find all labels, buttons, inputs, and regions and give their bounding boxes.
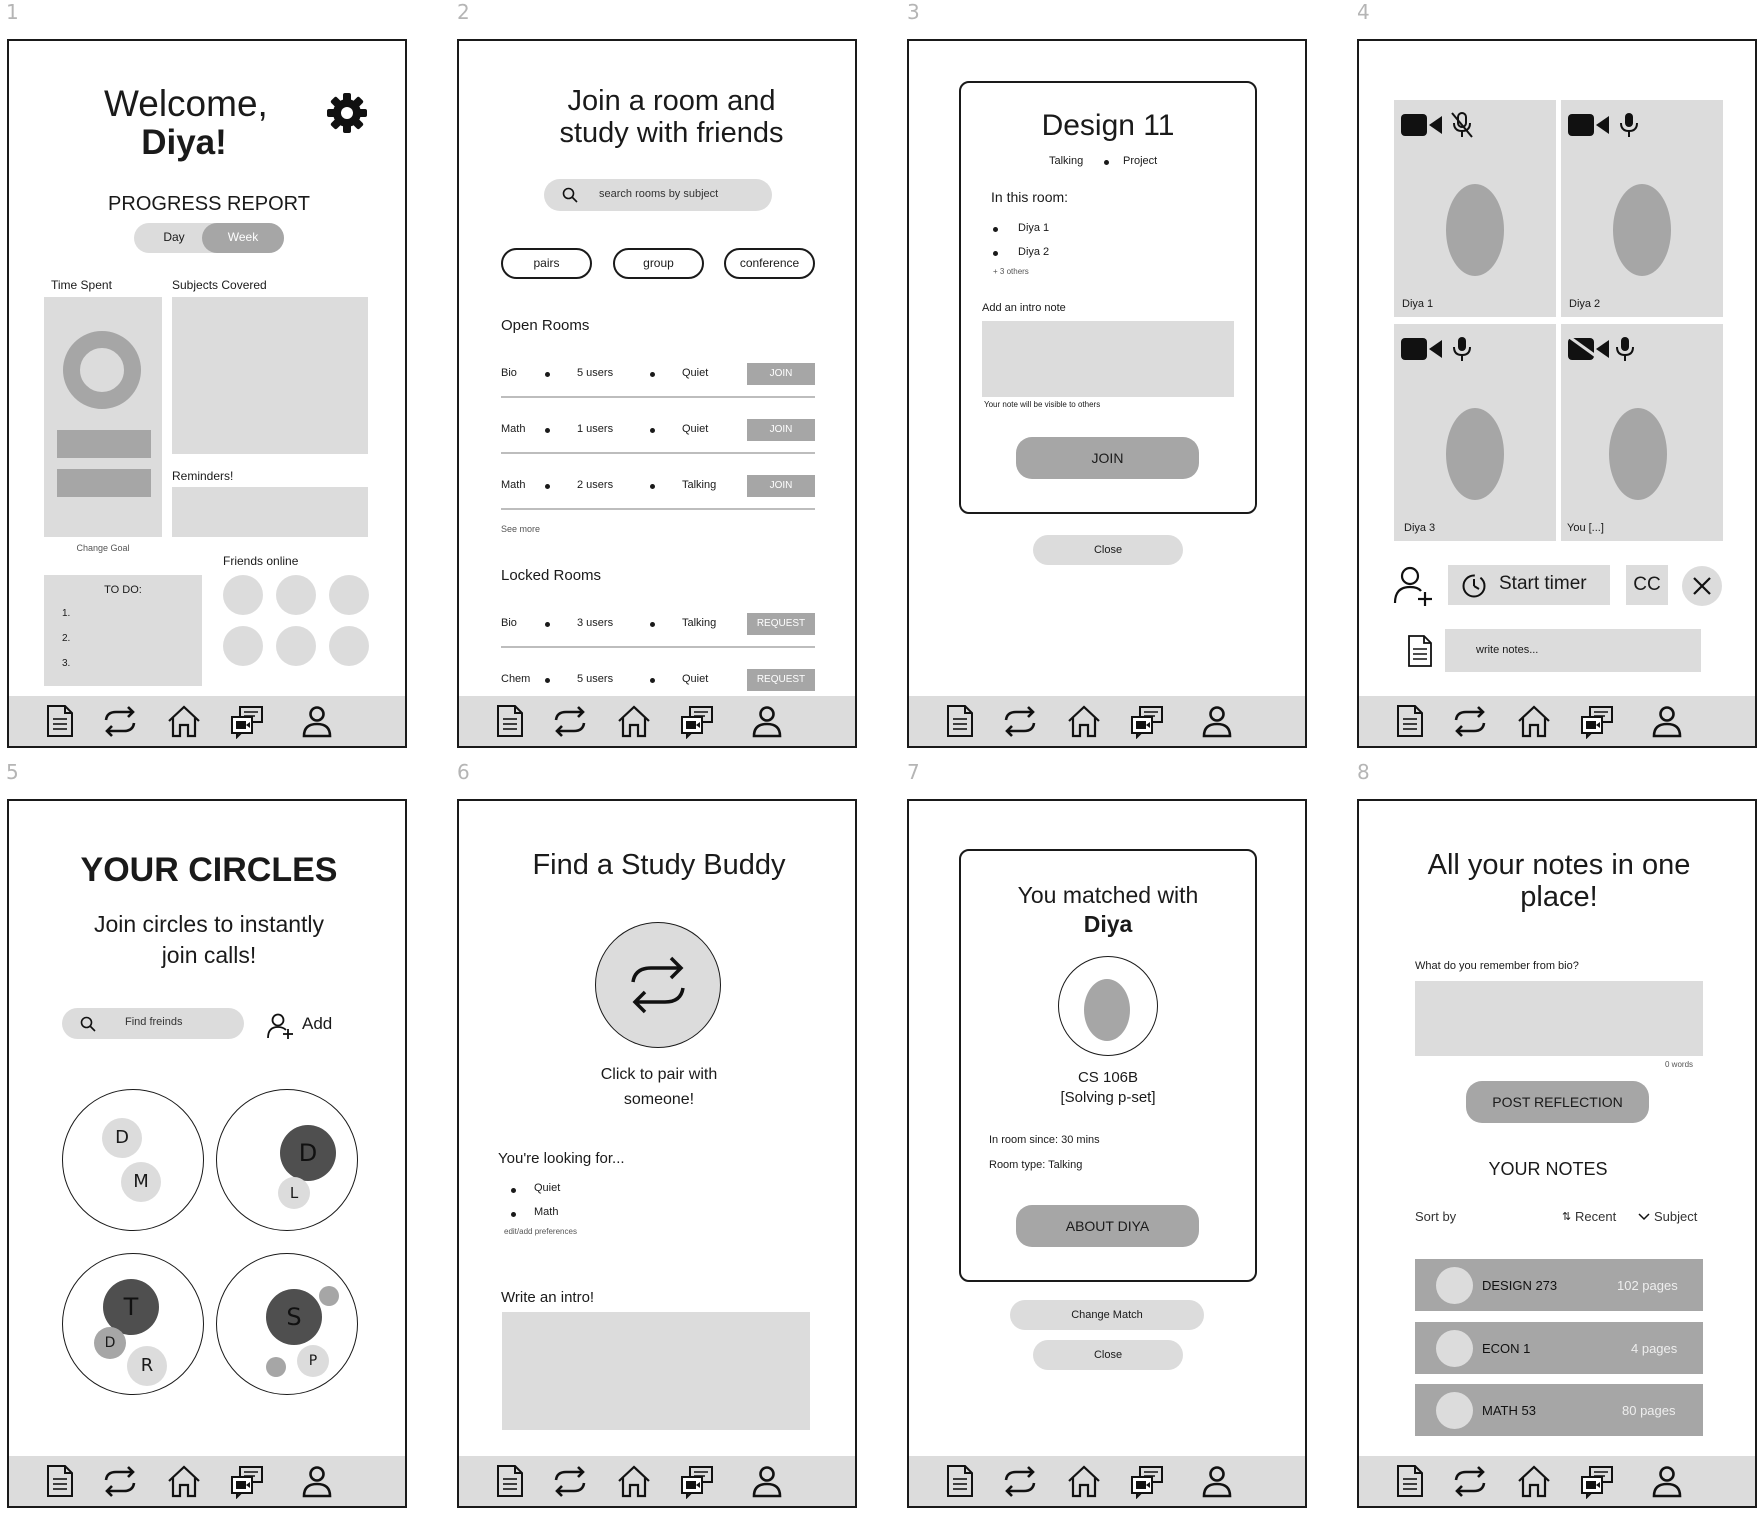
page-title: place! (1520, 881, 1598, 913)
sort-by-label: Sort by (1415, 1209, 1457, 1224)
bottom-nav (909, 1456, 1305, 1506)
circle-member (266, 1357, 286, 1377)
swap-icon[interactable] (102, 1463, 138, 1499)
participant-avatar (1613, 184, 1671, 276)
room-subject: Chem (501, 673, 531, 685)
see-more-link[interactable]: See more (501, 524, 541, 534)
home-icon[interactable] (616, 1463, 652, 1499)
room-subject: Math (501, 423, 526, 435)
others-count: + 3 others (993, 267, 1029, 276)
about-button[interactable]: ABOUT DIYA (1016, 1205, 1199, 1247)
notes-icon[interactable] (41, 703, 77, 739)
preference-item: Quiet (534, 1182, 561, 1194)
sort-arrows-icon: ⇅ (1562, 1211, 1572, 1223)
close-button[interactable]: Close (1033, 1340, 1183, 1370)
join-button[interactable]: JOIN (1016, 437, 1199, 479)
note-thumbnail (1436, 1330, 1473, 1367)
screen-notes (1357, 799, 1757, 1508)
circle-member: T (103, 1279, 159, 1335)
screen-number: 8 (1357, 760, 1370, 784)
screen-number: 5 (6, 760, 19, 784)
captions-button[interactable]: CC (1626, 565, 1668, 605)
notes-icon[interactable] (491, 1463, 527, 1499)
mic-icon[interactable] (1614, 335, 1636, 363)
screen-number: 3 (907, 0, 920, 24)
your-notes-title: YOUR NOTES (1488, 1159, 1608, 1179)
swap-icon[interactable] (552, 1463, 588, 1499)
join-button[interactable]: JOIN (747, 363, 815, 385)
circle-member: S (266, 1289, 322, 1345)
participant-name: Diya 3 (1404, 522, 1436, 534)
intro-note-label: Add an intro note (982, 302, 1066, 314)
edit-preferences-link[interactable]: edit/add preferences (504, 1227, 577, 1236)
progress-bar (57, 430, 151, 458)
home-icon[interactable] (616, 703, 652, 739)
circle-member (319, 1286, 339, 1306)
note-name: MATH 53 (1482, 1403, 1536, 1418)
visibility-note: Your note will be visible to others (984, 400, 1101, 409)
profile-icon[interactable] (299, 1463, 335, 1499)
match-name: Diya (1083, 911, 1133, 937)
page-title: study with friends (559, 117, 784, 149)
video-camera-icon[interactable] (1401, 336, 1443, 362)
room-mode: Talking (682, 617, 717, 629)
profile-icon[interactable] (749, 703, 785, 739)
filter-conference[interactable]: conference (724, 248, 815, 279)
profile-icon[interactable] (1649, 1463, 1685, 1499)
screen-number: 6 (457, 760, 470, 784)
bottom-nav (9, 1456, 405, 1506)
screen-number: 1 (6, 0, 19, 24)
write-intro-label: Write an intro! (501, 1289, 595, 1306)
progress-ring (63, 331, 141, 409)
participant-name: Diya 1 (1402, 298, 1434, 310)
post-reflection-button[interactable]: POST REFLECTION (1466, 1081, 1649, 1123)
note-thumbnail (1436, 1267, 1473, 1304)
reflection-question: What do you remember from bio? (1415, 960, 1579, 972)
welcome-text: Welcome, (104, 83, 268, 124)
circle-group[interactable] (62, 1089, 204, 1231)
join-button[interactable]: JOIN (747, 419, 815, 441)
home-icon[interactable] (1516, 703, 1552, 739)
video-chat-icon[interactable] (1129, 1463, 1165, 1499)
friend-avatar[interactable] (276, 626, 316, 666)
room-users: 5 users (577, 367, 614, 379)
swap-icon[interactable] (102, 703, 138, 739)
swap-icon[interactable] (1002, 703, 1038, 739)
participant-avatar (1446, 184, 1504, 276)
friend-avatar[interactable] (223, 575, 263, 615)
page-subtitle: Join circles to instantly (93, 911, 325, 937)
notes-placeholder[interactable]: write notes... (1476, 644, 1539, 656)
change-match-button[interactable]: Change Match (1010, 1300, 1204, 1330)
word-count: 0 words (1665, 1060, 1694, 1069)
member-name: Diya 2 (1018, 246, 1050, 258)
avatar-head (1084, 979, 1130, 1041)
subjects-covered-panel (172, 297, 368, 454)
add-user-icon[interactable] (267, 1012, 295, 1040)
bottom-nav (459, 696, 855, 746)
bottom-nav (1359, 696, 1755, 746)
circle-member: P (297, 1345, 329, 1377)
request-button[interactable]: REQUEST (747, 669, 815, 691)
screen-room-details (907, 39, 1307, 748)
circle-member: D (102, 1118, 142, 1158)
screen-number: 4 (1357, 0, 1370, 24)
profile-icon[interactable] (1199, 1463, 1235, 1499)
friend-avatar[interactable] (276, 575, 316, 615)
close-button[interactable]: Close (1033, 535, 1183, 565)
room-subject: Math (501, 479, 526, 491)
reminders-label: Reminders! (172, 469, 234, 483)
todo-item[interactable]: 2. (62, 633, 71, 644)
swap-icon[interactable] (1452, 1463, 1488, 1499)
filter-pairs[interactable]: pairs (501, 248, 592, 279)
room-tag: Talking (1049, 155, 1084, 167)
member-name: Diya 1 (1018, 222, 1050, 234)
screen-number: 7 (907, 760, 920, 784)
video-camera-off-icon[interactable] (1568, 336, 1610, 362)
screen-study-buddy (457, 799, 857, 1508)
add-user-icon[interactable] (1392, 563, 1436, 607)
progress-bar (57, 469, 151, 497)
preference-item: Math (534, 1206, 559, 1218)
friends-online-label: Friends online (223, 554, 299, 568)
room-since: In room since: 30 mins (989, 1134, 1100, 1146)
todo-item[interactable]: 3. (62, 658, 71, 669)
room-mode: Quiet (682, 423, 709, 435)
toggle-week[interactable]: Week (227, 230, 259, 244)
note-name: DESIGN 273 (1482, 1278, 1558, 1293)
video-camera-icon[interactable] (1568, 112, 1610, 138)
circle-member: M (121, 1162, 161, 1202)
video-chat-icon[interactable] (1579, 703, 1615, 739)
room-subject: Bio (501, 367, 517, 379)
in-room-label: In this room: (991, 189, 1069, 205)
notes-icon[interactable] (941, 703, 977, 739)
notes-icon[interactable] (41, 1463, 77, 1499)
swap-icon[interactable] (1452, 703, 1488, 739)
video-camera-icon[interactable] (1401, 112, 1443, 138)
room-subject: Bio (501, 617, 517, 629)
room-users: 1 users (577, 423, 614, 435)
reminders-panel (172, 487, 368, 537)
match-activity: [Solving p-set] (1060, 1089, 1156, 1106)
screen-join-room (457, 39, 857, 748)
reflection-field[interactable] (1415, 981, 1703, 1056)
swap-icon[interactable] (1002, 1463, 1038, 1499)
change-goal-link[interactable]: Change Goal (76, 543, 130, 553)
search-icon (80, 1016, 96, 1032)
profile-icon[interactable] (749, 1463, 785, 1499)
circle-member: L (278, 1177, 310, 1209)
home-icon[interactable] (1516, 1463, 1552, 1499)
search-input[interactable]: search rooms by subject (599, 188, 719, 200)
notes-icon (1407, 634, 1433, 668)
participant-name: You [...] (1567, 522, 1604, 534)
swap-icon[interactable] (552, 703, 588, 739)
chevron-down-icon (1638, 1213, 1650, 1221)
intro-field[interactable] (502, 1312, 810, 1430)
room-users: 5 users (577, 673, 614, 685)
match-course: CS 106B (1077, 1069, 1139, 1086)
screen-circles (7, 799, 407, 1508)
looking-for-label: You're looking for... (498, 1150, 625, 1167)
room-users: 2 users (577, 479, 614, 491)
participant-avatar (1609, 408, 1667, 500)
video-chat-icon[interactable] (1579, 1463, 1615, 1499)
friend-avatar[interactable] (329, 626, 369, 666)
room-title: Design 11 (1041, 109, 1175, 142)
circle-member: D (280, 1125, 336, 1181)
screen-video-call (1357, 39, 1757, 748)
find-friends-input[interactable]: Find freinds (125, 1016, 183, 1028)
timer-icon (1461, 573, 1487, 599)
video-chat-icon[interactable] (679, 703, 715, 739)
note-pages: 102 pages (1617, 1278, 1678, 1293)
subjects-covered-label: Subjects Covered (172, 278, 267, 292)
friend-avatar[interactable] (329, 575, 369, 615)
room-mode: Quiet (682, 367, 709, 379)
circle-member: R (127, 1346, 167, 1386)
participant-avatar (1446, 408, 1504, 500)
profile-icon[interactable] (1649, 703, 1685, 739)
pair-instruction: Click to pair with (600, 1066, 718, 1083)
locked-rooms-title: Locked Rooms (501, 567, 602, 584)
intro-note-field[interactable] (982, 321, 1234, 397)
sort-recent[interactable]: Recent (1575, 1209, 1617, 1224)
profile-icon[interactable] (299, 703, 335, 739)
mic-icon[interactable] (1618, 111, 1640, 139)
mic-muted-icon[interactable] (1451, 111, 1473, 139)
note-name: ECON 1 (1482, 1341, 1531, 1356)
gear-icon[interactable] (325, 91, 369, 135)
close-icon (1692, 576, 1712, 596)
sort-subject[interactable]: Subject (1654, 1209, 1698, 1224)
mic-icon[interactable] (1451, 335, 1473, 363)
circle-member: D (94, 1327, 126, 1359)
open-rooms-title: Open Rooms (501, 317, 590, 334)
video-chat-icon[interactable] (1129, 703, 1165, 739)
page-title: All your notes in one (1427, 849, 1691, 881)
note-pages: 80 pages (1622, 1403, 1676, 1418)
todo-title: TO DO: (104, 584, 142, 596)
request-button[interactable]: REQUEST (747, 613, 815, 635)
video-chat-icon[interactable] (229, 703, 265, 739)
video-chat-icon[interactable] (229, 1463, 265, 1499)
page-subtitle: join calls! (161, 942, 257, 968)
toggle-day[interactable]: Day (163, 230, 185, 244)
bottom-nav (1359, 1456, 1755, 1506)
start-timer-label[interactable]: Start timer (1499, 573, 1587, 594)
room-mode: Quiet (682, 673, 709, 685)
filter-group[interactable]: group (613, 248, 704, 279)
home-icon[interactable] (1066, 703, 1102, 739)
time-spent-label: Time Spent (51, 278, 112, 292)
progress-report-title: PROGRESS REPORT (108, 193, 310, 215)
join-button[interactable]: JOIN (747, 475, 815, 497)
video-chat-icon[interactable] (679, 1463, 715, 1499)
note-thumbnail (1436, 1392, 1473, 1429)
swap-icon (625, 952, 691, 1018)
notes-icon[interactable] (1391, 703, 1427, 739)
room-tag: Project (1123, 155, 1158, 167)
screen-home (7, 39, 407, 748)
home-icon[interactable] (1066, 1463, 1102, 1499)
page-title: Join a room and (567, 85, 776, 117)
room-type: Room type: Talking (989, 1159, 1083, 1171)
bottom-nav (909, 696, 1305, 746)
screen-match (907, 799, 1307, 1508)
match-heading: You matched with (1017, 882, 1199, 908)
home-icon[interactable] (166, 1463, 202, 1499)
notes-icon[interactable] (491, 703, 527, 739)
screen-number: 2 (457, 0, 470, 24)
friend-avatar[interactable] (223, 626, 263, 666)
bottom-nav (9, 696, 405, 746)
page-title: Find a Study Buddy (532, 849, 786, 881)
home-icon[interactable] (166, 703, 202, 739)
note-pages: 4 pages (1631, 1341, 1678, 1356)
room-users: 3 users (577, 617, 614, 629)
page-title: YOUR CIRCLES (80, 851, 338, 889)
search-icon (562, 187, 578, 203)
add-friend-button[interactable]: Add (302, 1014, 333, 1033)
participant-name: Diya 2 (1569, 298, 1601, 310)
profile-icon[interactable] (1199, 703, 1235, 739)
bottom-nav (459, 1456, 855, 1506)
notes-icon[interactable] (1391, 1463, 1427, 1499)
room-mode: Talking (682, 479, 717, 491)
todo-item[interactable]: 1. (62, 608, 71, 619)
notes-icon[interactable] (941, 1463, 977, 1499)
pair-instruction: someone! (623, 1091, 695, 1108)
user-name: Diya! (141, 123, 227, 162)
